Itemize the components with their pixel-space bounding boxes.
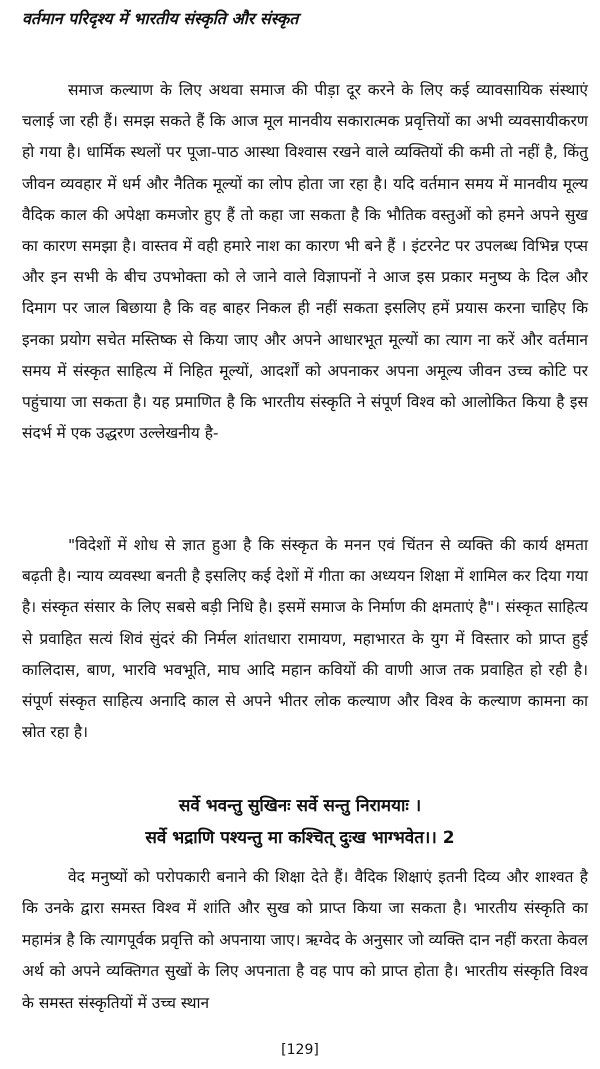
running-header: वर्तमान परिदृश्य में भारतीय संस्कृति और संस्कृत [22,9,299,28]
sanskrit-shloka [0,790,600,854]
shloka-line-2: सर्वे भद्राणि पश्यन्तु मा कश्चित् दुःख भाग्भवेत।। 2 [145,828,455,848]
paragraph-1: समाज कल्याण के लिए अथवा समाज की पीड़ा दूर करने के लिए कई व्यावसायिक संस्थाएं चलाई जा रही हैं। समझ सकते हैं कि आज मूल मानवीय सकारात्मक प्रवृत्तियों का अभी व्यवसायीकरण हो गया है। धार्मिक स्थलों पर पूजा-पाठ आस्था विश्वास रखने वाले व्यक्तियों की कमी तो नहीं है, किंतु जीवन व्यवहार में धर्म और नैतिक मूल्यों का लोप होता जा रहा है। यदि वर्तमान समय में मानवीय मूल्य वैदिक काल की अपेक्षा कमजोर हुए हैं तो कहा जा सकता है कि भौतिक वस्तुओं को हमने अपने सुख का कारण समझा है। वास्तव में वही हमारे नाश का कारण भी बने हैं । इंटरनेट पर उपलब्ध विभिन्न एप्स और इन सभी के बीच उपभोक्ता को ले जाने वाले विज्ञापनों ने आज इस प्रकार मनुष्य के दिल और दिमाग पर जाल बिछाया है कि वह बाहर निकल ही नहीं सकता इसलिए हमें प्रयास करना चाहिए कि इनका प्रयोग सचेत मस्तिष्क से किया जाए और अपने आधारभूत मूल्यों का त्याग ना करें और वर्तमान समय में संस्कृत साहित्य में निहित मूल्यों, आदर्शों को अपनाकर अपना अमूल्य जीवन उच्च कोटि पर पहुंचाया जा सकता है। यह प्रमाणित है कि भारतीय संस्कृति ने संपूर्ण विश्व को आलोकित किया है इस संदर्भ में एक उद्धरण उल्लेखनीय है- [22,81,588,443]
page-number: [129] [281,1042,319,1058]
paragraph-3: वेद मनुष्यों को परोपकारी बनाने की शिक्षा देते हैं। वैदिक शिक्षाएं इतनी दिव्य और शाश्वत है कि उनके द्वारा समस्त विश्व में शांति और सुख को प्राप्त किया जा सकता है। भारतीय संस्कृति का महामंत्र है कि त्यागपूर्वक प्रवृत्ति को अपनाया जाए। ऋग्वेद के अनुसार जो व्यक्ति दान नहीं करता केवल अर्थ को अपने व्यक्तिगत सुखों के लिए अपनाता है वह पाप को प्राप्त होता है। भारतीय संस्कृति विश्व के समस्त संस्कृतियों में उच्च स्थान [22,868,588,1012]
paragraph-2-quotation: "विदेशों में शोध से ज्ञात हुआ है कि संस्कृत के मनन एवं चिंतन से व्यक्ति की कार्य क्षमता बढ़ती है। न्याय व्यवस्था बनती है इसलिए कई देशों में गीता का अध्ययन शिक्षा में शामिल कर दिया गया है। संस्कृत संसार के लिए सबसे बड़ी निधि है। इसमें समाज के निर्माण की क्षमताएं है"। संस्कृत साहित्य से प्रवाहित सत्यं शिवं सुंदरं की निर्मल शांतधारा रामायण, महाभारत के युग में विस्तार को प्राप्त हुई कालिदास, बाण, भारवि भवभूति, माघ आदि महान कवियों की वाणी आज तक प्रवाहित हो रही है। संपूर्ण संस्कृत साहित्य अनादि काल से अपने भीतर लोक कल्याण और विश्व के कल्याण कामना का स्रोत रहा है। [22,536,588,742]
shloka-line-1: सर्वे भवन्तु सुखिनः सर्वे सन्तु निरामयाः । [178,796,422,816]
